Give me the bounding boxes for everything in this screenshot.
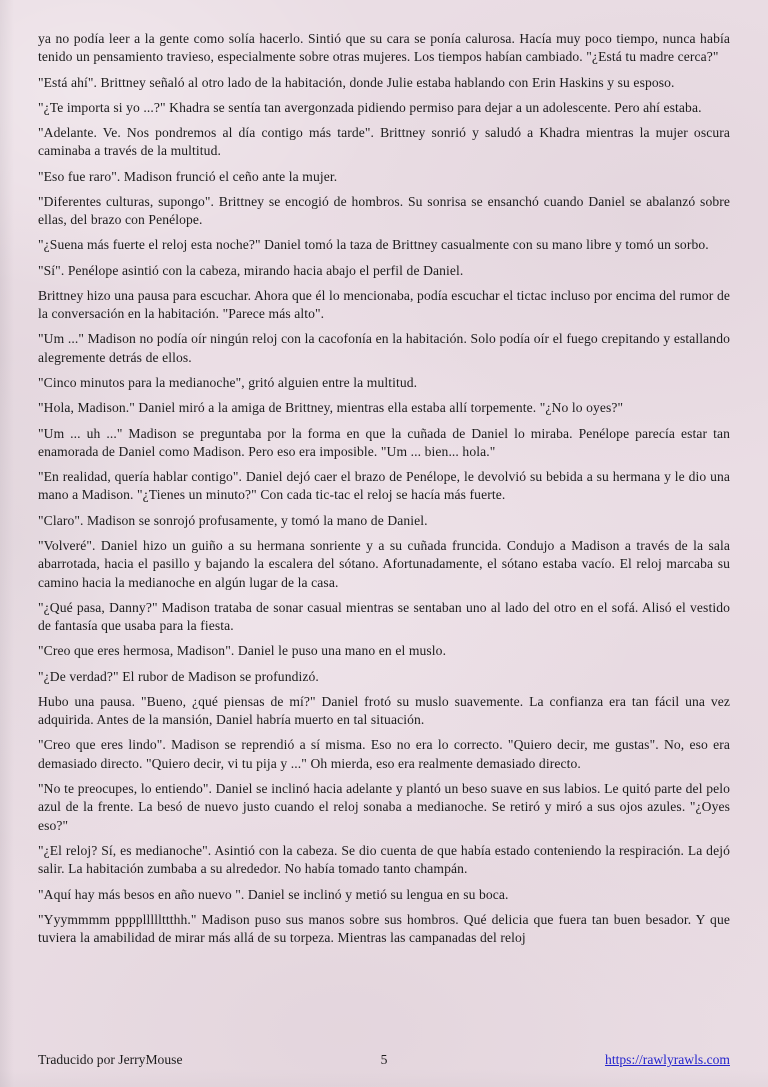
paragraph: "¿De verdad?" El rubor de Madison se profundizó. <box>38 668 319 684</box>
paragraph: "En realidad, quería hablar contigo". Daniel dejó caer el brazo de Penélope, le devolvió su bebida a su hermana y le dio una mano a Madison. "¿Tienes un minuto?" Con cada tic-tac el reloj se hacía más fuerte. <box>38 469 730 503</box>
paragraph: "Aquí hay más besos en año nuevo ". Daniel se inclinó y metió su lengua en su boca. <box>38 886 509 902</box>
paragraph: "Volveré". Daniel hizo un guiño a su hermana sonriente y a su cuñada fruncida. Condujo a Madison a través de la sala abarrotada, hacia el pasillo y bajando la escalera del sótano. Afortunadamente, el sótano estaba vacío. El reloj marcaba su camino hacia la medianoche en algún lugar de la casa. <box>38 537 730 590</box>
paragraph: "Um ..." Madison no podía oír ningún reloj con la cacofonía en la habitación. Solo podía oír el fuego crepitando y estallando alegremente detrás de ellos. <box>38 331 730 365</box>
paragraph: "¿Suena más fuerte el reloj esta noche?" Daniel tomó la taza de Brittney casualmente con su mano libre y tomó un sorbo. <box>38 237 709 253</box>
paragraph: "Claro". Madison se sonrojó profusamente, y tomó la mano de Daniel. <box>38 512 428 528</box>
paragraph: "Eso fue raro". Madison frunció el ceño ante la mujer. <box>38 168 338 184</box>
paragraph: "Hola, Madison." Daniel miró a la amiga de Brittney, mientras ella estaba allí torpemente. "¿No lo oyes?" <box>38 400 624 416</box>
paragraph: Hubo una pausa. "Bueno, ¿qué piensas de mí?" Daniel frotó su muslo suavemente. La confianza era tan fácil una vez adquirida. Antes de la mansión, Daniel habría muerto en tal situación. <box>38 693 730 728</box>
paragraph: "Creo que eres hermosa, Madison". Daniel le puso una mano en el muslo. <box>38 643 447 659</box>
paragraph: ya no podía leer a la gente como solía hacerlo. Sintió que su cara se ponía calurosa. Hacía muy poco tiempo, nunca había tenido un pensamiento travieso, especialmente sobre otras mujeres. Los tiempos habían cambiado. "¿Está tu madre cerca?" <box>38 31 730 65</box>
paragraph: "Yyymmmm pppplllllttthh." Madison puso sus manos sobre sus hombros. Qué delicia que fuera tan buen besador. Y que tuviera la amabilidad de mirar más allá de su torpeza. Mientras las campanadas del reloj <box>38 911 730 946</box>
paragraph: "¿Qué pasa, Danny?" Madison trataba de sonar casual mientras se sentaban uno al lado del otro en el sofá. Alisó el vestido de fantasía que usaba para la fiesta. <box>38 599 730 634</box>
paragraph: "¿Te importa si yo ...?" Khadra se sentía tan avergonzada pidiendo permiso para dejar a un adolescente. Pero ahí estaba. <box>38 99 702 115</box>
paragraph: "Sí". Penélope asintió con la cabeza, mirando hacia abajo el perfil de Daniel. <box>38 262 464 278</box>
page-body-text <box>38 30 730 954</box>
paragraph: "No te preocupes, lo entiendo". Daniel se inclinó hacia adelante y plantó un beso suave en sus labios. Le quitó parte del pelo azul de la frente. La besó de nuevo justo cuando el reloj sonaba a medianoche. Se retiró y miró a sus ojos azules. "¿Oyes eso?" <box>38 781 730 833</box>
paragraph: "Adelante. Ve. Nos pondremos al día contigo más tarde". Brittney sonrió y saludó a Khadra mientras la mujer oscura caminaba a través de la multitud. <box>38 125 730 159</box>
paragraph: "Diferentes culturas, supongo". Brittney se encogió de hombros. Su sonrisa se ensanchó cuando Daniel se abalanzó sobre ellas, del brazo con Penélope. <box>38 193 730 228</box>
paragraph: "Creo que eres lindo". Madison se reprendió a sí misma. Eso no era lo correcto. "Quiero decir, me gustas". No, eso era demasiado directo. "Quiero decir, vi tu pija y ..." Oh mierda, eso era realmente demasiado directo. <box>38 737 730 771</box>
paragraph: "Cinco minutos para la medianoche", gritó alguien entre la multitud. <box>38 375 418 391</box>
paragraph: Brittney hizo una pausa para escuchar. Ahora que él lo mencionaba, podía escuchar el tictac incluso por encima del rumor de la conversación en la habitación. "Parece más alto". <box>38 287 730 322</box>
paragraph: "Um ... uh ..." Madison se preguntaba por la forma en que la cuñada de Daniel lo miraba. Penélope parecía estar tan enamorada de Daniel como Madison. Pero eso era imposible. "Um ... bien... hola." <box>38 425 730 459</box>
translator-credit: Traducido por JerryMouse <box>38 1052 183 1067</box>
page-number: 5 <box>380 1052 388 1067</box>
paragraph: "Está ahí". Brittney señaló al otro lado de la habitación, donde Julie estaba hablando con Erin Haskins y su esposo. <box>38 74 675 90</box>
source-link[interactable]: https://rawlyrawls.com <box>605 1052 730 1067</box>
paragraph: "¿El reloj? Sí, es medianoche". Asintió con la cabeza. Se dio cuenta de que había estado conteniendo la respiración. La dejó salir. La habitación zumbaba a su alrededor. No había tomado tanto champán. <box>38 842 730 877</box>
